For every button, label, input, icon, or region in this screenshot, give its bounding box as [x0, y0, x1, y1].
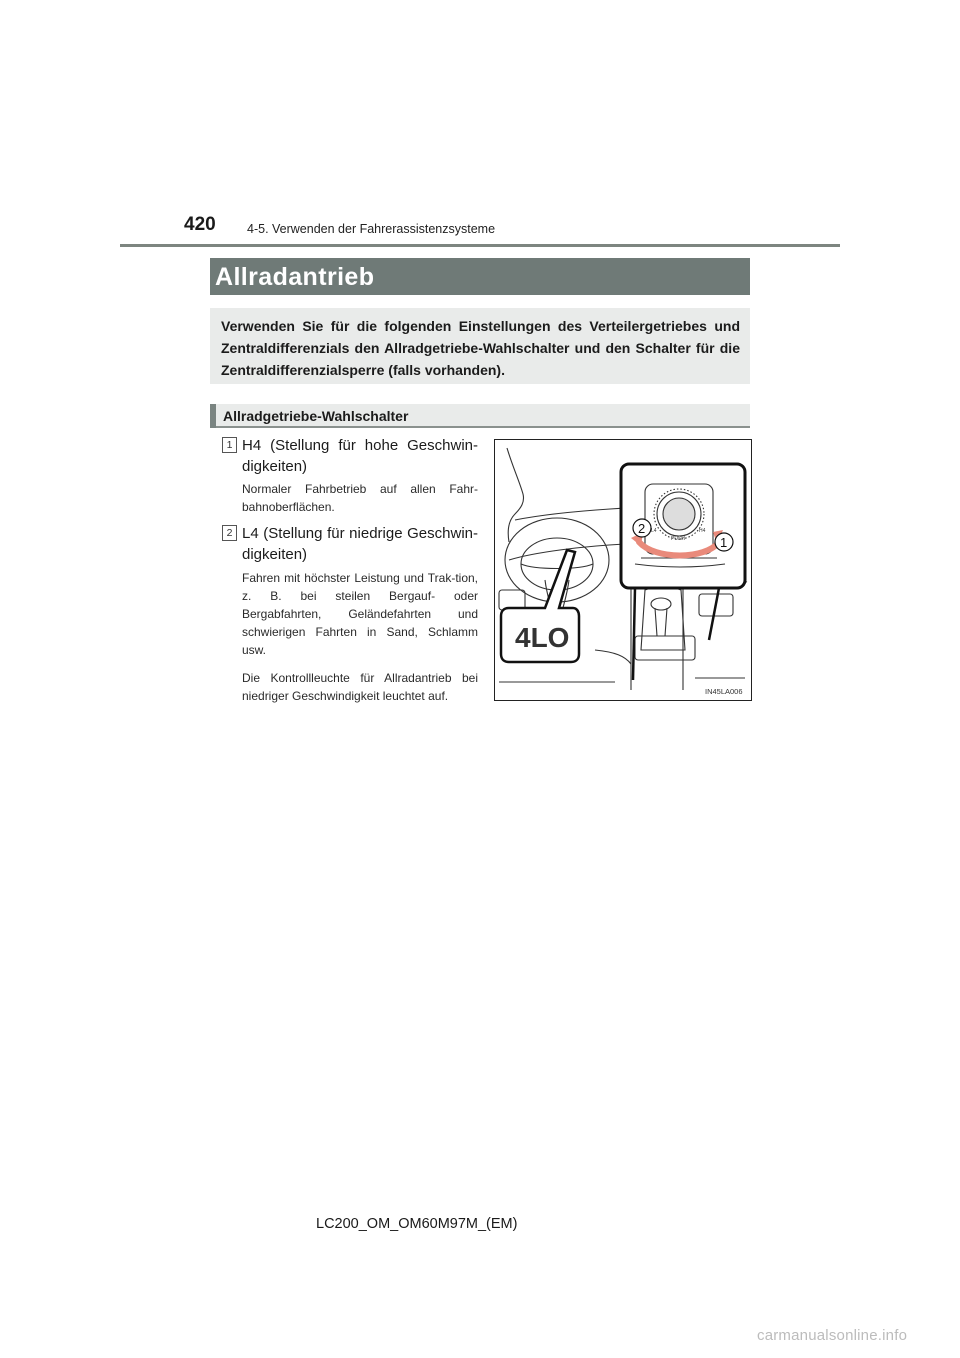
figure-code: IN45LA006 — [705, 687, 743, 696]
item-description-1: Normaler Fahrbetrieb auf allen Fahr-bahnoberflächen. — [242, 482, 478, 514]
item-number-2: 2 — [222, 525, 237, 541]
item-title-1: H4 (Stellung für hohe Geschwin-digkeiten) — [242, 437, 478, 475]
watermark: carmanualsonline.info — [757, 1327, 908, 1344]
page-title: Allradantrieb — [215, 263, 375, 291]
transfer-switch-illustration — [494, 439, 752, 701]
callout-2: 2 — [638, 521, 646, 536]
indicator-4lo-label: 4LO — [515, 622, 570, 653]
subheading: Allradgetriebe-Wahlschalter — [223, 408, 409, 424]
dial-push-label: PUSH — [671, 536, 685, 542]
dial-mark-l4: L4 — [651, 528, 657, 534]
page-number: 420 — [184, 214, 216, 235]
document-footer: LC200_OM_OM60M97M_(EM) — [316, 1216, 518, 1232]
item-title-2: L4 (Stellung für niedrige Geschwin-digkeiten) — [242, 525, 478, 563]
item-description-2b: Die Kontrollleuchte für Allradantrieb bei niedriger Geschwindigkeit leuchtet auf. — [242, 671, 478, 703]
item-description-2a: Fahren mit höchster Leistung und Trak-tion, z. B. bei steilen Bergauf- oder Bergabfahrten, Geländefahrten und schwierigen Fahrten in Sand, Schlamm usw. — [242, 571, 478, 657]
section-title: 4-5. Verwenden der Fahrerassistenzsysteme — [247, 222, 496, 236]
callout-1: 1 — [720, 535, 728, 550]
header-divider — [120, 244, 840, 247]
intro-text: Verwenden Sie für die folgenden Einstellungen des Verteilergetriebes und Zentraldifferenzials den Allradgetriebe-Wahlschalter und den Schalter für die Zentraldifferenzialsperre (falls vorhanden). — [221, 318, 740, 378]
subheading-accent — [210, 404, 216, 428]
item-number-1: 1 — [222, 437, 237, 453]
dial-mark-h4: H4 — [699, 528, 706, 534]
